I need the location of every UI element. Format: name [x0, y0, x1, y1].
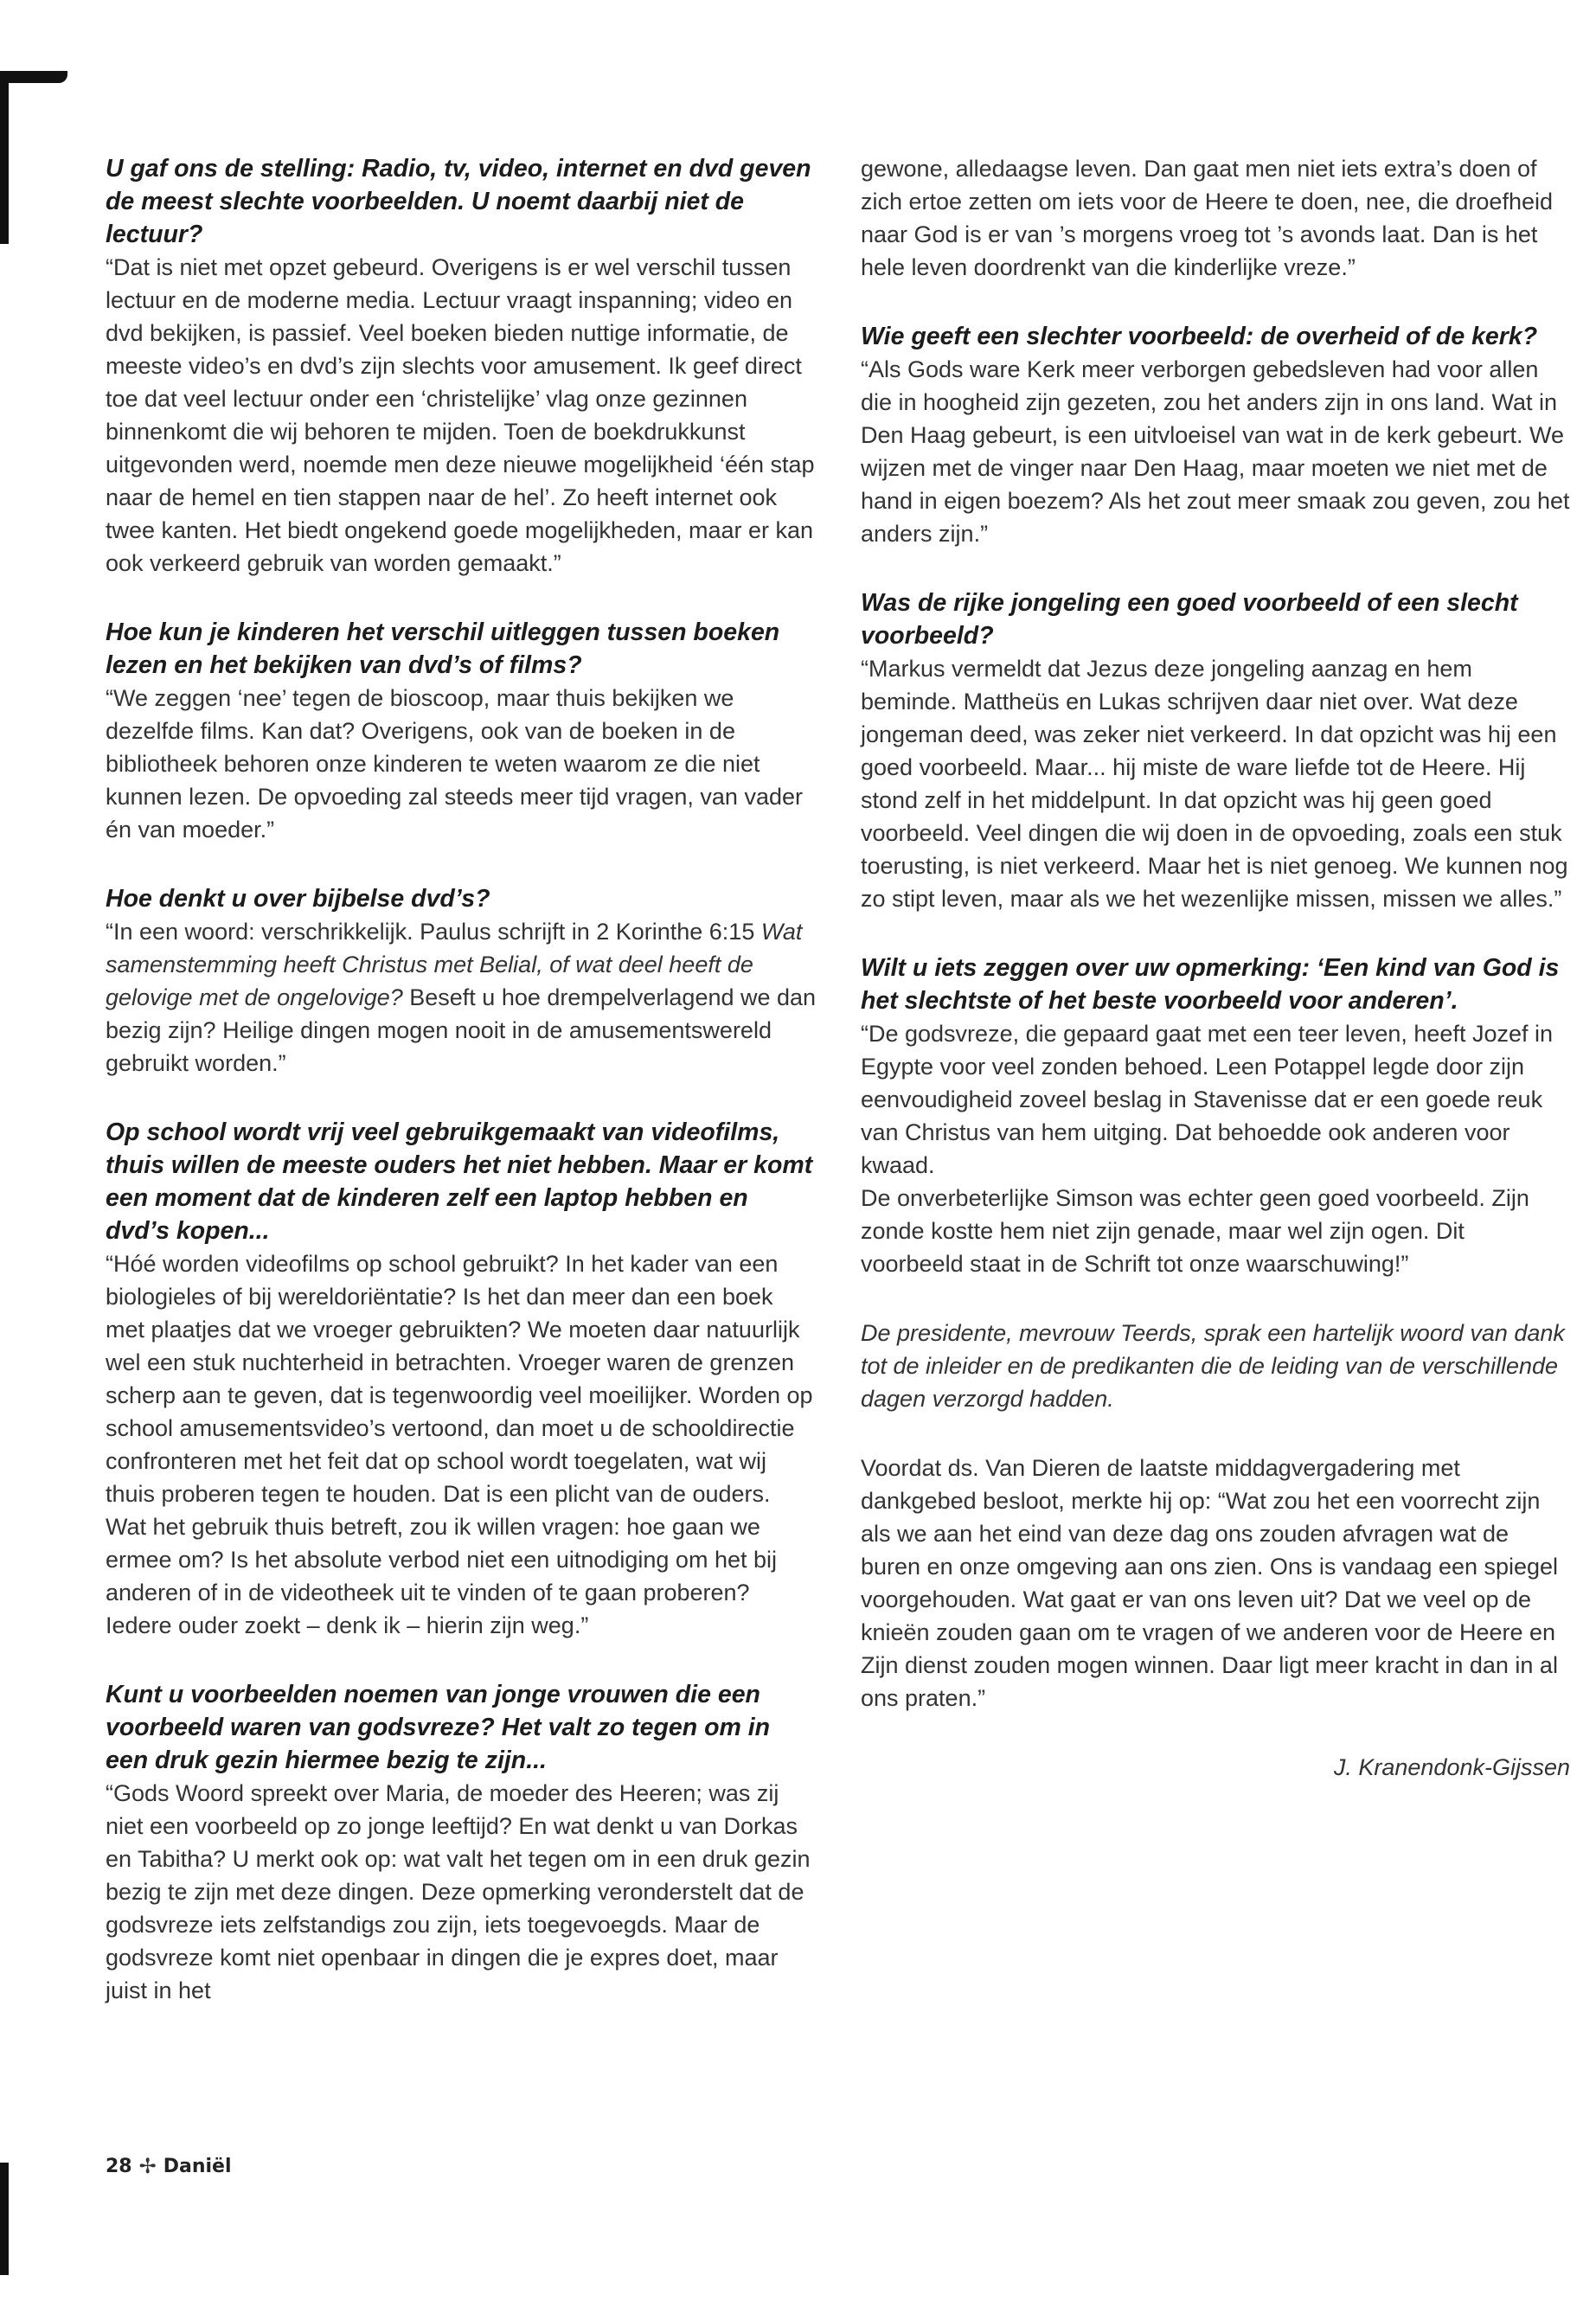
question-heading: Hoe denkt u over bijbelse dvd’s?: [106, 885, 490, 913]
answer-text: “We zeggen ‘nee’ tegen de bioscoop, maar thuis bekijken we dezelfde films. Kan dat? Overigens, ook van de boeken in de bibliotheek behoren onze kinderen te weten waarom ze die niet kunnen lezen. De opvoeding zal steeds meer tijd vragen, van vader én van moeder.”: [106, 685, 803, 843]
answer-text: [106, 915, 817, 1080]
question-heading: Wilt u iets zeggen over uw opmerking: ‘Een kind van God is het slechtste of het beste voorbeeld voor anderen’.: [861, 954, 1560, 1015]
answer-text: “Markus vermeldt dat Jezus deze jongeling aanzag en hem beminde. Mattheüs en Lukas schrijven daar niet over. Wat deze jongeman deed, was zeker niet verkeerd. In dat opzicht was hij een goed voorbeeld. Maar... hij miste de ware liefde tot de Heere. Hij stond zelf in het middelpunt. In dat opzicht was hij geen goed voorbeeld. Veel dingen die wij doen in de opvoeding, zoals een stuk toerusting, is niet verkeerd. Maar het is niet genoeg. We kunnen nog zo stipt leven, maar als we het wezenlijke missen, missen we alles.”: [861, 656, 1568, 912]
question-heading: Was de rijke jongeling een goed voorbeeld of een slecht voorbeeld?: [861, 589, 1518, 650]
closing-note: De presidente, mevrouw Teerds, sprak een hartelijk woord van dank tot de inleider en de predikanten die de leiding van de verschillende dagen verzorgd hadden.: [861, 1320, 1565, 1412]
cross-flourish-icon: ✢: [138, 2154, 157, 2178]
question-heading: Op school wordt vrij veel gebruikgemaakt van videofilms, thuis willen de meeste ouders het niet hebben. Maar er komt een moment dat de kinderen zelf een laptop hebben en dvd’s kopen...: [106, 1118, 813, 1245]
answer-text: “De godsvreze, die gepaard gaat met een teer leven, heeft Jozef in Egypte voor veel zonden behoed. Leen Potappel legde door zijn eenvoudigheid zoveel beslag in Stavenisse dat er een goede reuk van Christus van hem uitging. Dat behoedde ook anderen voor kwaad.: [861, 1021, 1553, 1178]
page-footer: [106, 2154, 232, 2178]
answer-text-part: Beseft u hoe drempelverlagend we dan bezig zijn? Heilige dingen mogen nooit in de amusementswereld gebruikt worden.”: [106, 984, 817, 1076]
answer-text-part: “In een woord: verschrikkelijk. Paulus schrijft in 2 Korinthe 6:15: [106, 919, 761, 945]
answer-continuation: gewone, alledaagse leven. Dan gaat men niet iets extra’s doen of zich ertoe zetten om iets voor de Heere te doen, nee, die droefheid naar God is er van ’s morgens vroeg tot ’s avonds laat. Dan is het hele leven doordrenkt van die kinderlijke vreze.”: [861, 156, 1553, 280]
page-edge-mark: [0, 71, 9, 244]
page-edge-bar: [0, 2163, 9, 2275]
answer-text: “Dat is niet met opzet gebeurd. Overigens is er wel verschil tussen lectuur en de moderne media. Lectuur vraagt inspanning; video en dvd bekijken, is passief. Veel boeken bieden nuttige informatie, de meeste video’s en dvd’s zijn slechts voor amusement. Ik geef direct toe dat veel lectuur onder een ‘christelijke’ vlag onze gezinnen binnenkomt die wij behoren te mijden. Toen de boekdrukkunst uitgevonden werd, noemde men deze nieuwe mogelijkheid ‘één stap naar de hemel en tien stappen naar de hel’. Zo heeft internet ook twee kanten. Het biedt ongekend goede mogelijkheden, maar er kan ook verkeerd gebruik van worden gemaakt.”: [106, 254, 815, 576]
answer-text: “Als Gods ware Kerk meer verborgen gebedsleven had voor allen die in hoogheid zijn gezeten, zou het anders zijn in ons land. Wat in Den Haag gebeurt, is een uitvloeisel van wat in de kerk gebeurt. We wijzen met de vinger naar Den Haag, maar moeten we niet met de hand in eigen boezem? Als het zout meer smaak zou geven, zou het anders zijn.”: [861, 356, 1570, 547]
page-corner-mark: [0, 71, 67, 83]
scripture-quote: Wat samenstemming heeft Christus met Belial, of wat deel heeft de gelovige met de ongelovige?: [106, 919, 803, 1010]
question-heading: Hoe kun je kinderen het verschil uitleggen tussen boeken lezen en het bekijken van dvd’s of films?: [106, 619, 780, 679]
author-signature: J. Kranendonk-Gijssen: [1333, 1754, 1570, 1780]
answer-text: “Gods Woord spreekt over Maria, de moeder des Heeren; was zij niet een voorbeeld op zo jonge leeftijd? En wat denkt u van Dorkas en Tabitha? U merkt ook op: wat valt het tegen om in een druk gezin bezig te zijn met deze dingen. Deze opmerking veronderstelt dat de godsvreze iets zelfstandigs zou zijn, iets toegevoegds. Maar de godsvreze komt niet openbaar in dingen die je expres doet, maar juist in het: [106, 1780, 811, 2003]
left-column: [106, 152, 817, 2007]
question-heading: Kunt u voorbeelden noemen van jonge vrouwen die een voorbeeld waren van godsvreze? Het valt zo tegen om in een druk gezin hiermee bezig te zijn...: [106, 1681, 771, 1774]
question-heading: Wie geeft een slechter voorbeeld: de overheid of de kerk?: [861, 323, 1538, 350]
answer-text: “Hóé worden videofilms op school gebruikt? In het kader van een biologieles of bij wereldoriëntatie? Is het dan meer dan een boek met plaatjes dat we vroeger gebruikten? We moeten daar natuurlijk wel een stuk nuchterheid in betrachten. Vroeger waren de grenzen scherp aan te geven, dat is tegenwoordig veel moeilijker. Worden op school amusementsvideo’s vertoond, dan moet u de schooldirectie confronteren met het feit dat op school wordt toegelaten, wat wij thuis proberen tegen te houden. Dat is een plicht van de ouders.: [106, 1251, 813, 1507]
magazine-name: Daniël: [163, 2155, 232, 2177]
page-number: 28: [106, 2155, 132, 2177]
question-heading: U gaf ons de stelling: Radio, tv, video, internet en dvd geven de meest slechte voorbeelden. U noemt daarbij niet de lectuur?: [106, 155, 811, 248]
answer-text: Wat het gebruik thuis betreft, zou ik willen vragen: hoe gaan we ermee om? Is het absolute verbod niet een uitnodiging om het bij anderen of in de videotheek uit te vinden of te gaan proberen? Iedere ouder zoekt – denk ik – hierin zijn weg.”: [106, 1514, 777, 1638]
right-column: [861, 152, 1570, 1784]
final-paragraph: Voordat ds. Van Dieren de laatste middagvergadering met dankgebed besloot, merkte hij op: “Wat zou het een voorrecht zijn als we aan het eind van deze dag ons zouden afvragen wat de buren en onze omgeving aan ons zien. Ons is vandaag een spiegel voorgehouden. Wat gaat er van ons leven uit? Dat we veel op de knieën zouden gaan om te vragen of we anderen voor de Heere en Zijn dienst zouden mogen winnen. Daar ligt meer kracht in dan in al ons praten.”: [861, 1455, 1559, 1711]
answer-text: De onverbeterlijke Simson was echter geen goed voorbeeld. Zijn zonde kostte hem niet zijn genade, maar wel zijn ogen. Dit voorbeeld staat in de Schrift tot onze waarschuwing!”: [861, 1185, 1529, 1277]
